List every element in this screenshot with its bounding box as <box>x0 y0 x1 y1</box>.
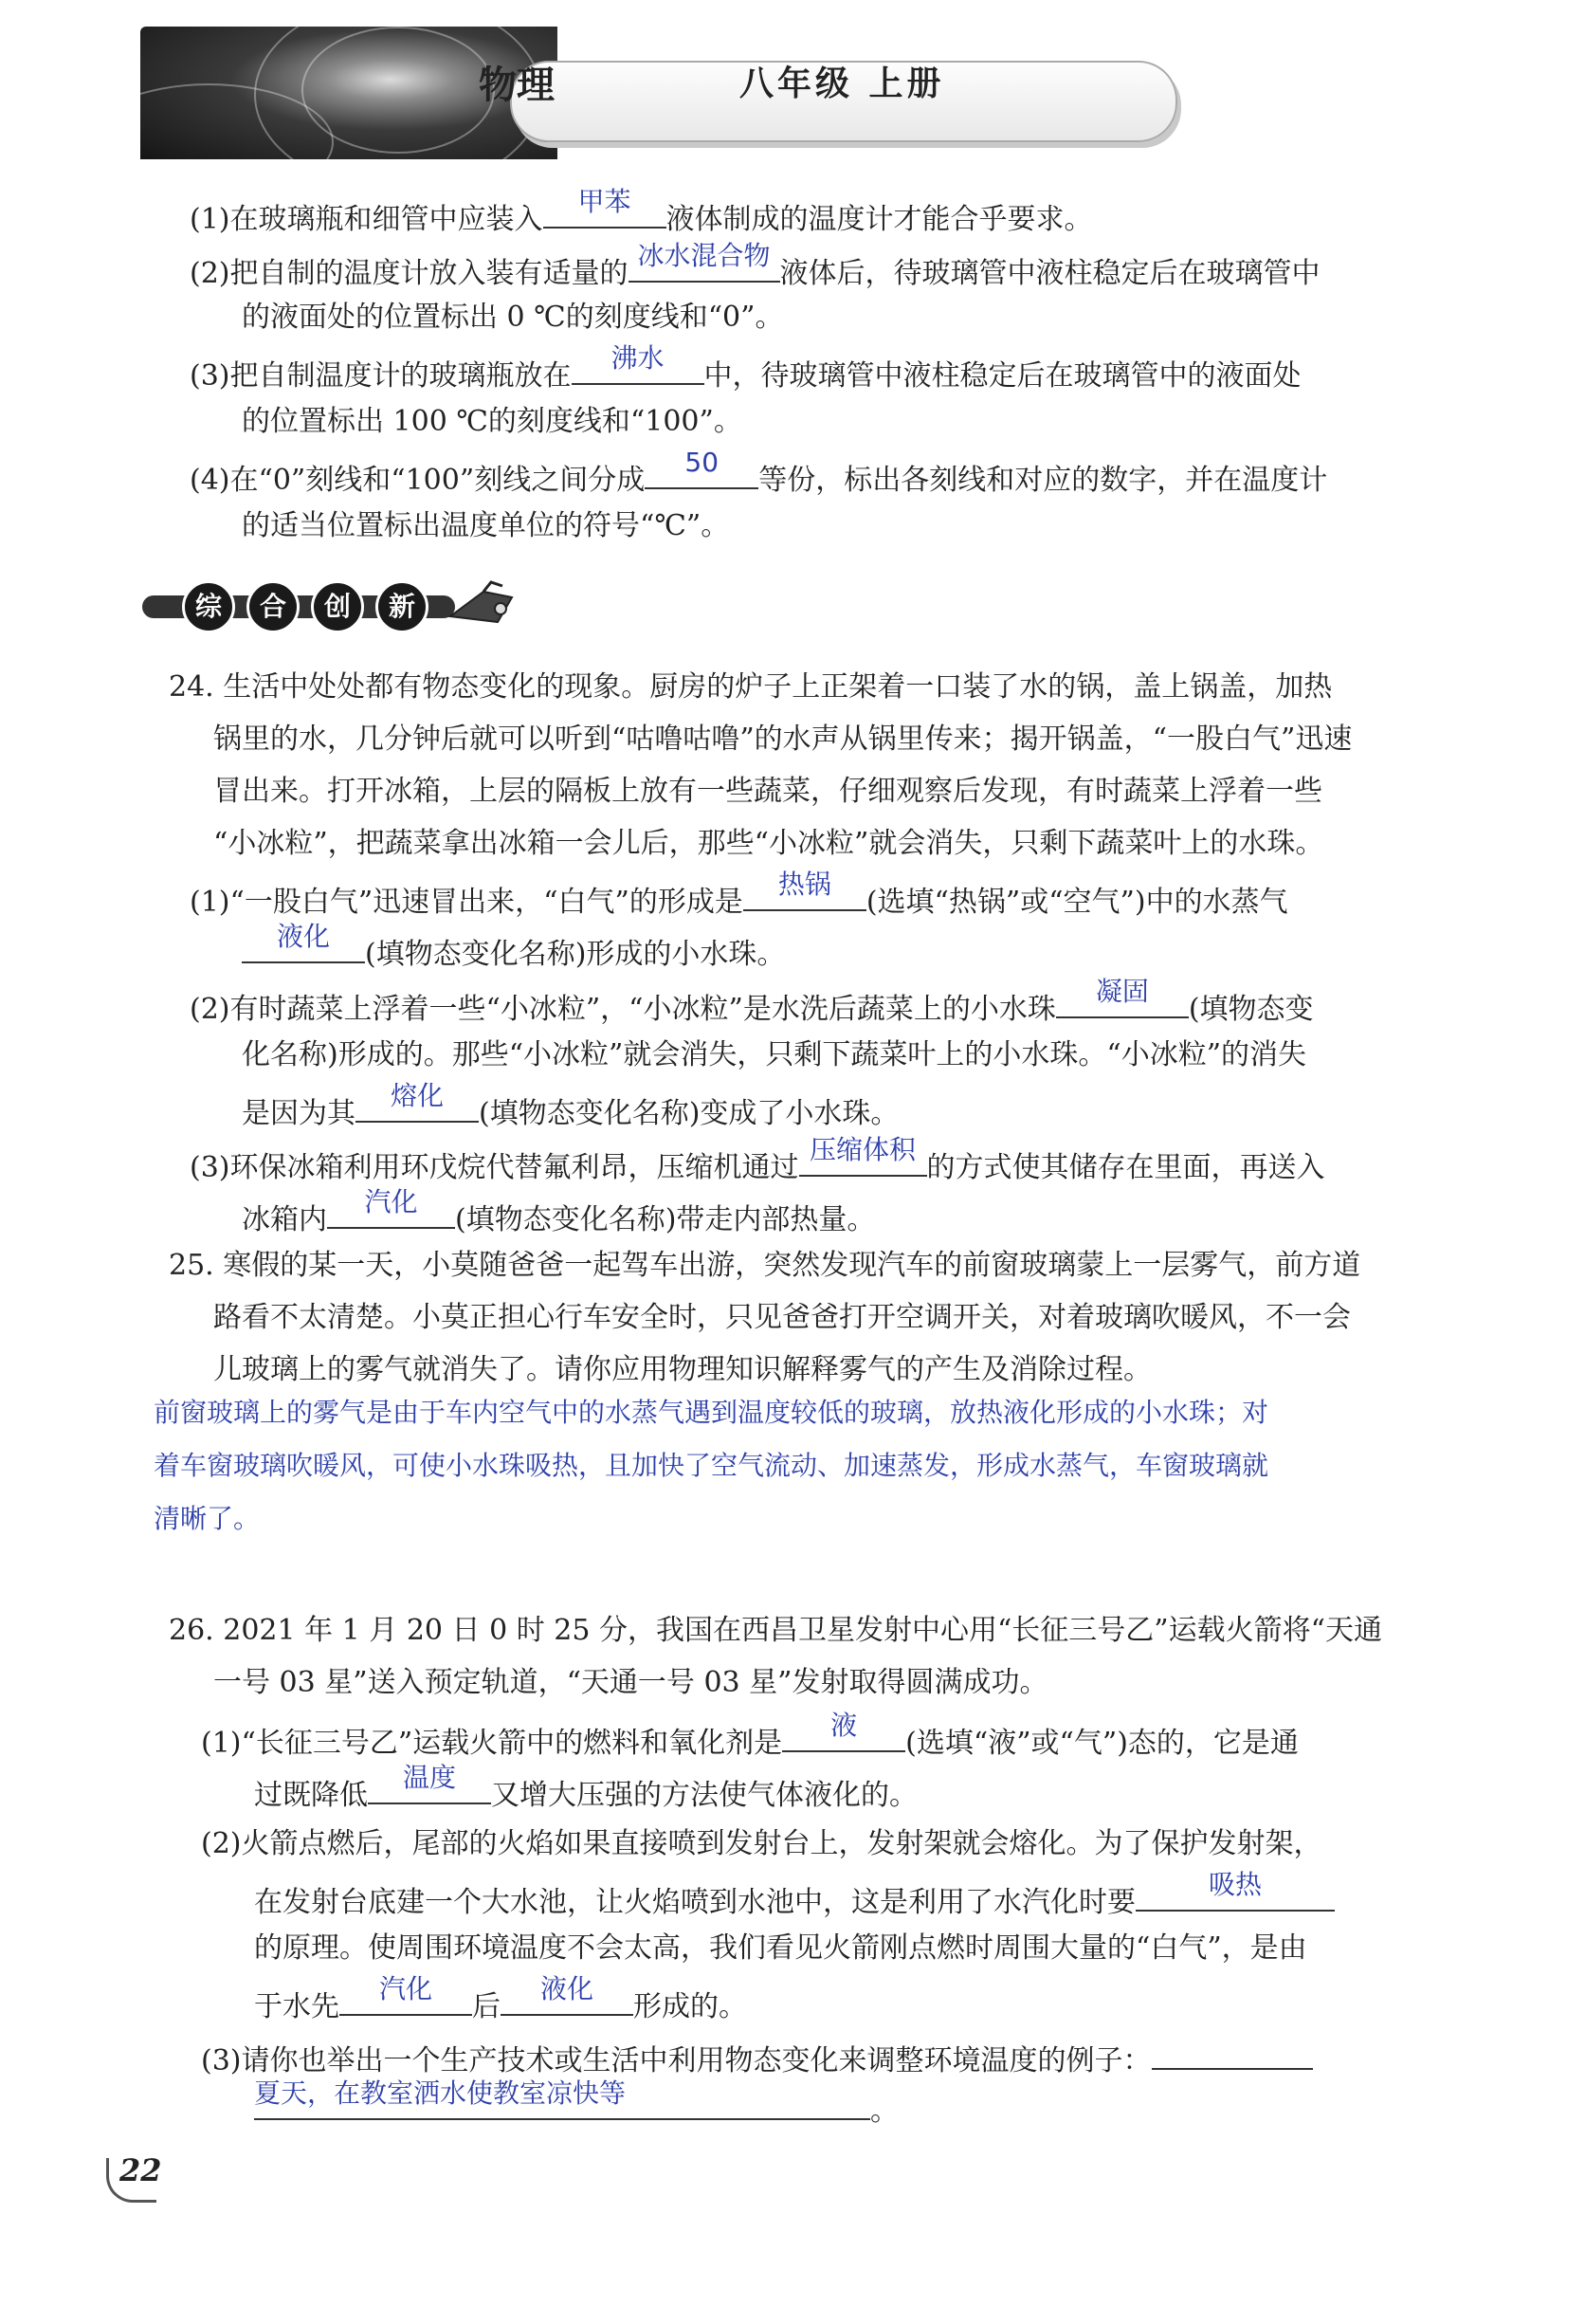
q25-answer-line: 着车窗玻璃吹暖风，可使小水珠吸热，且加快了空气流动、加速蒸发，形成水蒸气，车窗玻璃就 <box>154 1450 1269 1481</box>
section-title-bar <box>142 578 512 633</box>
q24-part3: (3)环保冰箱利用环戊烷代替氟利昂，压缩机通过 压缩体积 的方式使其储存在里面，再送入 <box>190 1143 1325 1187</box>
q24-stem-line: “小冰粒”，把蔬菜拿出冰箱一会儿后，那些“小冰粒”就会消失，只剩下蔬菜叶上的水珠。 <box>213 827 1324 860</box>
section-char: 综 <box>182 580 235 633</box>
section-char: 新 <box>375 580 428 633</box>
answer: 汽化 <box>378 1973 432 2004</box>
q25-stem-line: 路看不太清楚。小莫正担心行车安全时，只见爸爸打开空调开关，对着玻璃吹暖风，不一会 <box>213 1301 1351 1334</box>
q24-stem-line: 冒出来。打开冰箱，上层的隔板上放有一些蔬菜，仔细观察后发现，有时蔬菜上浮着一些 <box>213 775 1322 808</box>
q26-stem-line: 26. 2021 年 1 月 20 日 0 时 25 分，我国在西昌卫星发射中心用“长征三号乙”运载火箭将“天通 <box>169 1614 1382 1647</box>
q26-part2-line2: 在发射台底建一个大水池，让火焰喷到水池中，这是利用了水汽化时要 吸热 <box>254 1877 1335 1922</box>
q26-part3-line2: 夏天，在教室洒水使教室凉快等 。 <box>254 2086 899 2131</box>
q24-part2-line3: 是因为其 熔化 (填物态变化名称)变成了小水珠。 <box>242 1089 899 1133</box>
section-char: 合 <box>246 580 300 633</box>
answer: 沸水 <box>610 342 665 374</box>
q26-stem-line: 一号 03 星”送入预定轨道，“天通一号 03 星”发射取得圆满成功。 <box>213 1666 1048 1699</box>
q23-part4: (4)在“0”刻线和“100”刻线之间分成 50 等份，标出各刻线和对应的数字，并在温度计 <box>190 455 1327 500</box>
q26-part1-line2: 过既降低 温度 又增大压强的方法使气体液化的。 <box>254 1770 918 1815</box>
answer: 液化 <box>276 921 330 952</box>
q25-answer-line: 前窗玻璃上的雾气是由于车内空气中的水蒸气遇到温度较低的玻璃，放热液化形成的小水珠；对 <box>154 1397 1269 1428</box>
section-char: 创 <box>311 580 364 633</box>
answer: 汽化 <box>364 1186 418 1217</box>
page-number: 22 <box>106 2152 159 2198</box>
q23-part4-line2: 的适当位置标出温度单位的符号“℃”。 <box>242 509 730 542</box>
grade-label: 八年级 上册 <box>739 64 945 103</box>
answer: 凝固 <box>1095 976 1149 1007</box>
q23-part2-line2: 的液面处的位置标出 0 ℃的刻度线和“0”。 <box>242 301 784 334</box>
answer: 夏天，在教室洒水使教室凉快等 <box>254 2077 627 2109</box>
answer: 甲苯 <box>577 186 631 217</box>
q24-stem-line: 锅里的水，几分钟后就可以听到“咕噜咕噜”的水声从锅里传来；揭开锅盖，“一股白气”迅速 <box>213 723 1353 756</box>
answer: 熔化 <box>390 1080 444 1111</box>
answer: 液化 <box>539 1973 593 2004</box>
q26-part1: (1)“长征三号乙”运载火箭中的燃料和氧化剂是 液 (选填“液”或“气”)态的，它是通 <box>201 1718 1299 1763</box>
subject-title: 物理 <box>479 64 555 107</box>
q25-stem-line: 儿玻璃上的雾气就消失了。请你应用物理知识解释雾气的产生及消除过程。 <box>213 1353 1152 1386</box>
q23-part3-line2: 的位置标出 100 ℃的刻度线和“100”。 <box>242 405 742 438</box>
q26-part2-line3: 的原理。使周围环境温度不会太高，我们看见火箭刚点燃时周围大量的“白气”，是由 <box>254 1931 1307 1965</box>
answer: 吸热 <box>1208 1869 1262 1900</box>
answer: 压缩体积 <box>809 1134 916 1165</box>
answer: 液 <box>830 1710 858 1741</box>
answer: 50 <box>684 447 720 478</box>
q25-stem-line: 25. 寒假的某一天，小莫随爸爸一起驾车出游，突然发现汽车的前窗玻璃蒙上一层雾气，前方道 <box>169 1249 1361 1282</box>
q24-part3-line2: 冰箱内 汽化 (填物态变化名称)带走内部热量。 <box>242 1195 875 1239</box>
q24-stem-line: 24. 生活中处处都有物态变化的现象。厨房的炉子上正架着一口装了水的锅，盖上锅盖，加热 <box>169 670 1333 704</box>
q24-part1-line2: 液化 (填物态变化名称)形成的小水珠。 <box>242 929 785 974</box>
q26-part2-line1: (2)火箭点燃后，尾部的火焰如果直接喷到发射台上，发射架就会熔化。为了保护发射架， <box>201 1827 1322 1860</box>
q23-part2: (2)把自制的温度计放入装有适量的 冰水混合物 液体后，待玻璃管中液柱稳定后在玻璃管中 <box>190 248 1321 293</box>
q25-answer-line: 清晰了。 <box>154 1503 261 1534</box>
answer: 热锅 <box>777 869 831 900</box>
q26-part2-line4: 于水先 汽化 后 液化 形成的。 <box>254 1982 747 2026</box>
q24-part2: (2)有时蔬菜上浮着一些“小冰粒”，“小冰粒”是水洗后蔬菜上的小水珠 凝固 (填物态变 <box>190 984 1314 1029</box>
q26-part3: (3)请你也举出一个生产技术或生活中利用物态变化来调整环境温度的例子： <box>201 2036 1313 2080</box>
answer: 冰水混合物 <box>637 240 771 271</box>
q23-part1: (1)在玻璃瓶和细管中应装入 甲苯 液体制成的温度计才能合乎要求。 <box>190 194 1093 239</box>
q23-part3: (3)把自制温度计的玻璃瓶放在 沸水 中，待玻璃管中液柱稳定后在玻璃管中的液面处 <box>190 351 1302 395</box>
answer: 温度 <box>402 1762 456 1793</box>
q24-part2-line2: 化名称)形成的。那些“小冰粒”就会消失，只剩下蔬菜叶上的小水珠。“小冰粒”的消失 <box>242 1038 1307 1071</box>
q24-part1: (1)“一股白气”迅速冒出来，“白气”的形成是 热锅 (选填“热锅”或“空气”)中的水蒸气 <box>190 877 1288 922</box>
telescope-icon <box>446 578 521 631</box>
header-banner <box>140 27 1183 159</box>
